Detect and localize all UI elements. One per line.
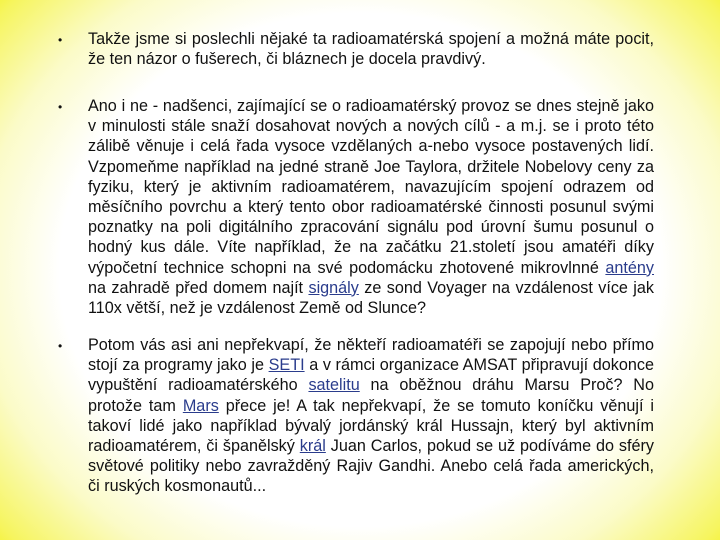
paragraph-text: na oběžnou dráhu Marsu Proč? No protože tam: [88, 376, 654, 415]
bullet-marker: •: [58, 100, 63, 114]
link-signaly[interactable]: signály: [308, 278, 359, 297]
link-anteny[interactable]: antény: [605, 258, 654, 277]
link-seti[interactable]: SETI: [268, 356, 305, 375]
paragraph-text: přece je! A tak nepřekvapí, že se tomuto koníčku věnují i takoví lidé jako například bývalý jordánský král Hussajn, který byl aktivním radioamatérem, či španělský: [88, 396, 654, 456]
link-kral[interactable]: král: [299, 437, 326, 456]
paragraph-text: Potom vás asi ani nepřekvapí, že někteří radioamatéři se zapojují nebo přímo stojí za programy jako je: [88, 336, 654, 375]
paragraph-text: na zahradě před domem najít: [88, 278, 309, 297]
bullet-marker: •: [58, 33, 63, 47]
link-mars[interactable]: Mars: [182, 396, 219, 415]
paragraph-text: Ano i ne - nadšenci, zajímající se o radioamatérský provoz se dnes stejně jako v minulosti stále snaží dosahovat nových a nových cílů - a m.j. se i proto této zálibě věnuje i celá řada vysoce vzdělaných a-nebo vysoce postavených lidí. Vzpomeňme například na jedné straně Joe Taylora, držitele Nobelovy ceny za fyziku, který je aktivním radioamatérem, navazujícím spojení odrazem od měsíčního povrchu a který tento obor radioamatérské činnosti posunul svými poznatky na poli digitálního zpracování signálu pod úrovní šumu posunul o hodný kus dále. Víte například, že na začátku 21.století jsou amatéři díky výpočetní technice schopni na své podomácku zhotovené mikrovlnné: [88, 97, 654, 277]
bullet-paragraph-1: [88, 29, 654, 69]
bullet-marker: •: [58, 339, 63, 353]
link-satelitu[interactable]: satelitu: [308, 376, 360, 395]
paragraph-text: a v rámci organizace AMSAT připravují dokonce vypuštění radioamatérského: [88, 356, 654, 395]
bullet-paragraph-2: [88, 96, 654, 318]
paragraph-text: Juan Carlos, pokud se už podíváme do sféry světové politiky nebo zavražděný Rajiv Gandhi. Anebo celá řada amerických, či ruských kosmonautů...: [88, 437, 654, 496]
paragraph-text: ze sond Voyager na vzdálenost více jak 110x větší, než je vzdálenost Země od Slunce?: [88, 278, 655, 318]
paragraph-text: Takže jsme si poslechli nějaké ta radioamatérská spojení a možná máte pocit, že ten názor o fušerech, či bláznech je docela pravdivý.: [88, 30, 654, 69]
bullet-paragraph-3: [88, 335, 654, 497]
